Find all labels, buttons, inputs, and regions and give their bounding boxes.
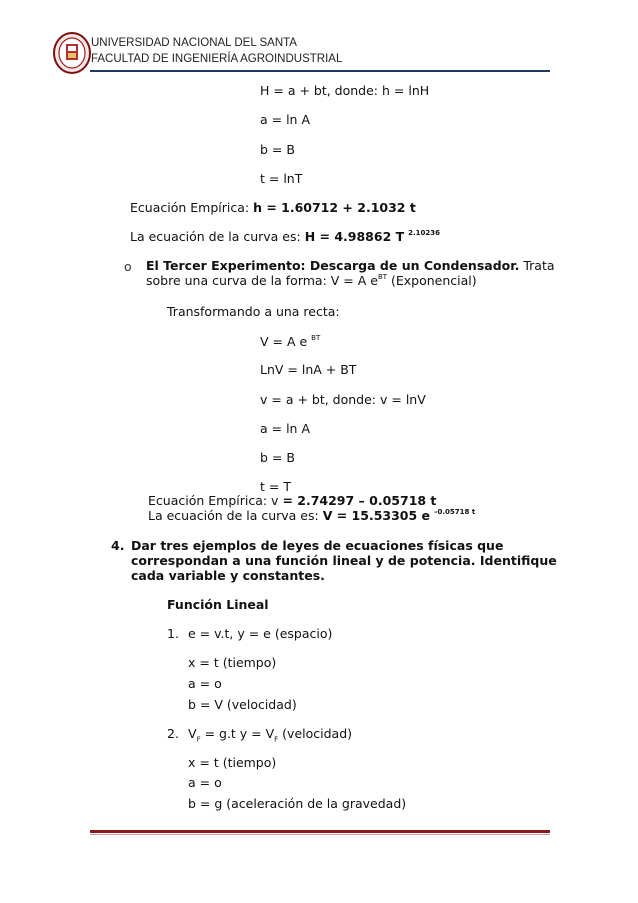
empirical-value: = 2.74297 – 0.05718 t <box>282 493 437 508</box>
experiment-desc: Trata <box>519 258 555 273</box>
empirical-value: h = 1.60712 + 2.1032 t <box>253 200 416 215</box>
list-item <box>188 726 352 744</box>
university-seal-logo <box>53 32 91 74</box>
curve-equation <box>148 508 475 523</box>
experiment-title-line <box>146 258 555 273</box>
header-university: UNIVERSIDAD NACIONAL DEL SANTA <box>91 37 297 49</box>
desc-text: sobre una curva de la forma: V = A e <box>146 273 378 288</box>
curve-value: H = 4.98862 T <box>304 229 405 244</box>
equation-line: b = B <box>260 450 295 465</box>
header-divider <box>90 70 550 72</box>
question-number: 4. <box>111 538 125 553</box>
list-item-number: 1. <box>167 626 179 641</box>
curve-exponent: 2.10236 <box>408 228 441 237</box>
subscript: F <box>196 735 201 744</box>
var-text: (velocidad) <box>278 726 353 741</box>
equation-line: LnV = lnA + BT <box>260 362 357 377</box>
curve-value: V = 15.53305 e <box>322 508 431 523</box>
question-text-line: cada variable y constantes. <box>131 568 325 583</box>
equation-line: H = a + bt, donde: h = lnH <box>260 83 430 98</box>
list-item-detail: a = o <box>188 775 222 790</box>
list-item-detail: b = g (aceleración de la gravedad) <box>188 796 407 811</box>
section-heading: Función Lineal <box>167 597 269 612</box>
curve-label: La ecuación de la curva es: <box>130 229 305 244</box>
question-text-line: correspondan a una función lineal y de potencia. Identifique <box>131 553 557 568</box>
question-text-line: Dar tres ejemplos de leyes de ecuaciones físicas que <box>131 538 504 553</box>
experiment-title: El Tercer Experimento: Descarga de un Condensador. <box>146 258 520 273</box>
list-item-detail: a = o <box>188 676 222 691</box>
curve-equation <box>130 229 440 244</box>
curve-exponent: –0.05718 t <box>434 507 476 516</box>
equation-text: V = A e <box>260 334 308 349</box>
desc-exponent: BT <box>377 272 388 281</box>
curve-label: La ecuación de la curva es: <box>148 508 323 523</box>
equation-exponent: BT <box>311 333 321 342</box>
bullet-marker: o <box>124 259 132 274</box>
equation-line: v = a + bt, donde: v = lnV <box>260 392 426 407</box>
list-item: e = v.t, y = e (espacio) <box>188 626 333 641</box>
equation-line: a = ln A <box>260 112 310 127</box>
empirical-label: Ecuación Empírica: <box>130 200 254 215</box>
equation-line <box>260 334 320 349</box>
experiment-desc-line <box>146 273 477 288</box>
list-item-detail: x = t (tiempo) <box>188 655 277 670</box>
equation-line: a = ln A <box>260 421 310 436</box>
footer-divider <box>90 830 550 833</box>
footer-divider-shadow <box>90 834 550 835</box>
equation-line: t = T <box>260 479 291 494</box>
empirical-equation <box>130 200 416 215</box>
empirical-equation <box>148 493 436 508</box>
list-item-number: 2. <box>167 726 179 741</box>
desc-text-end: (Exponencial) <box>387 273 477 288</box>
equation-line: t = lnT <box>260 171 303 186</box>
equation-line: b = B <box>260 142 295 157</box>
empirical-label: Ecuación Empírica: v <box>148 493 283 508</box>
transform-heading: Transformando a una recta: <box>167 304 340 319</box>
header-faculty: FACULTAD DE INGENIERÍA AGROINDUSTRIAL <box>91 53 343 65</box>
list-item-detail: x = t (tiempo) <box>188 755 277 770</box>
subscript: F <box>274 735 279 744</box>
var-text: V <box>188 726 197 741</box>
var-text: = g.t y = V <box>200 726 275 741</box>
list-item-detail: b = V (velocidad) <box>188 697 297 712</box>
